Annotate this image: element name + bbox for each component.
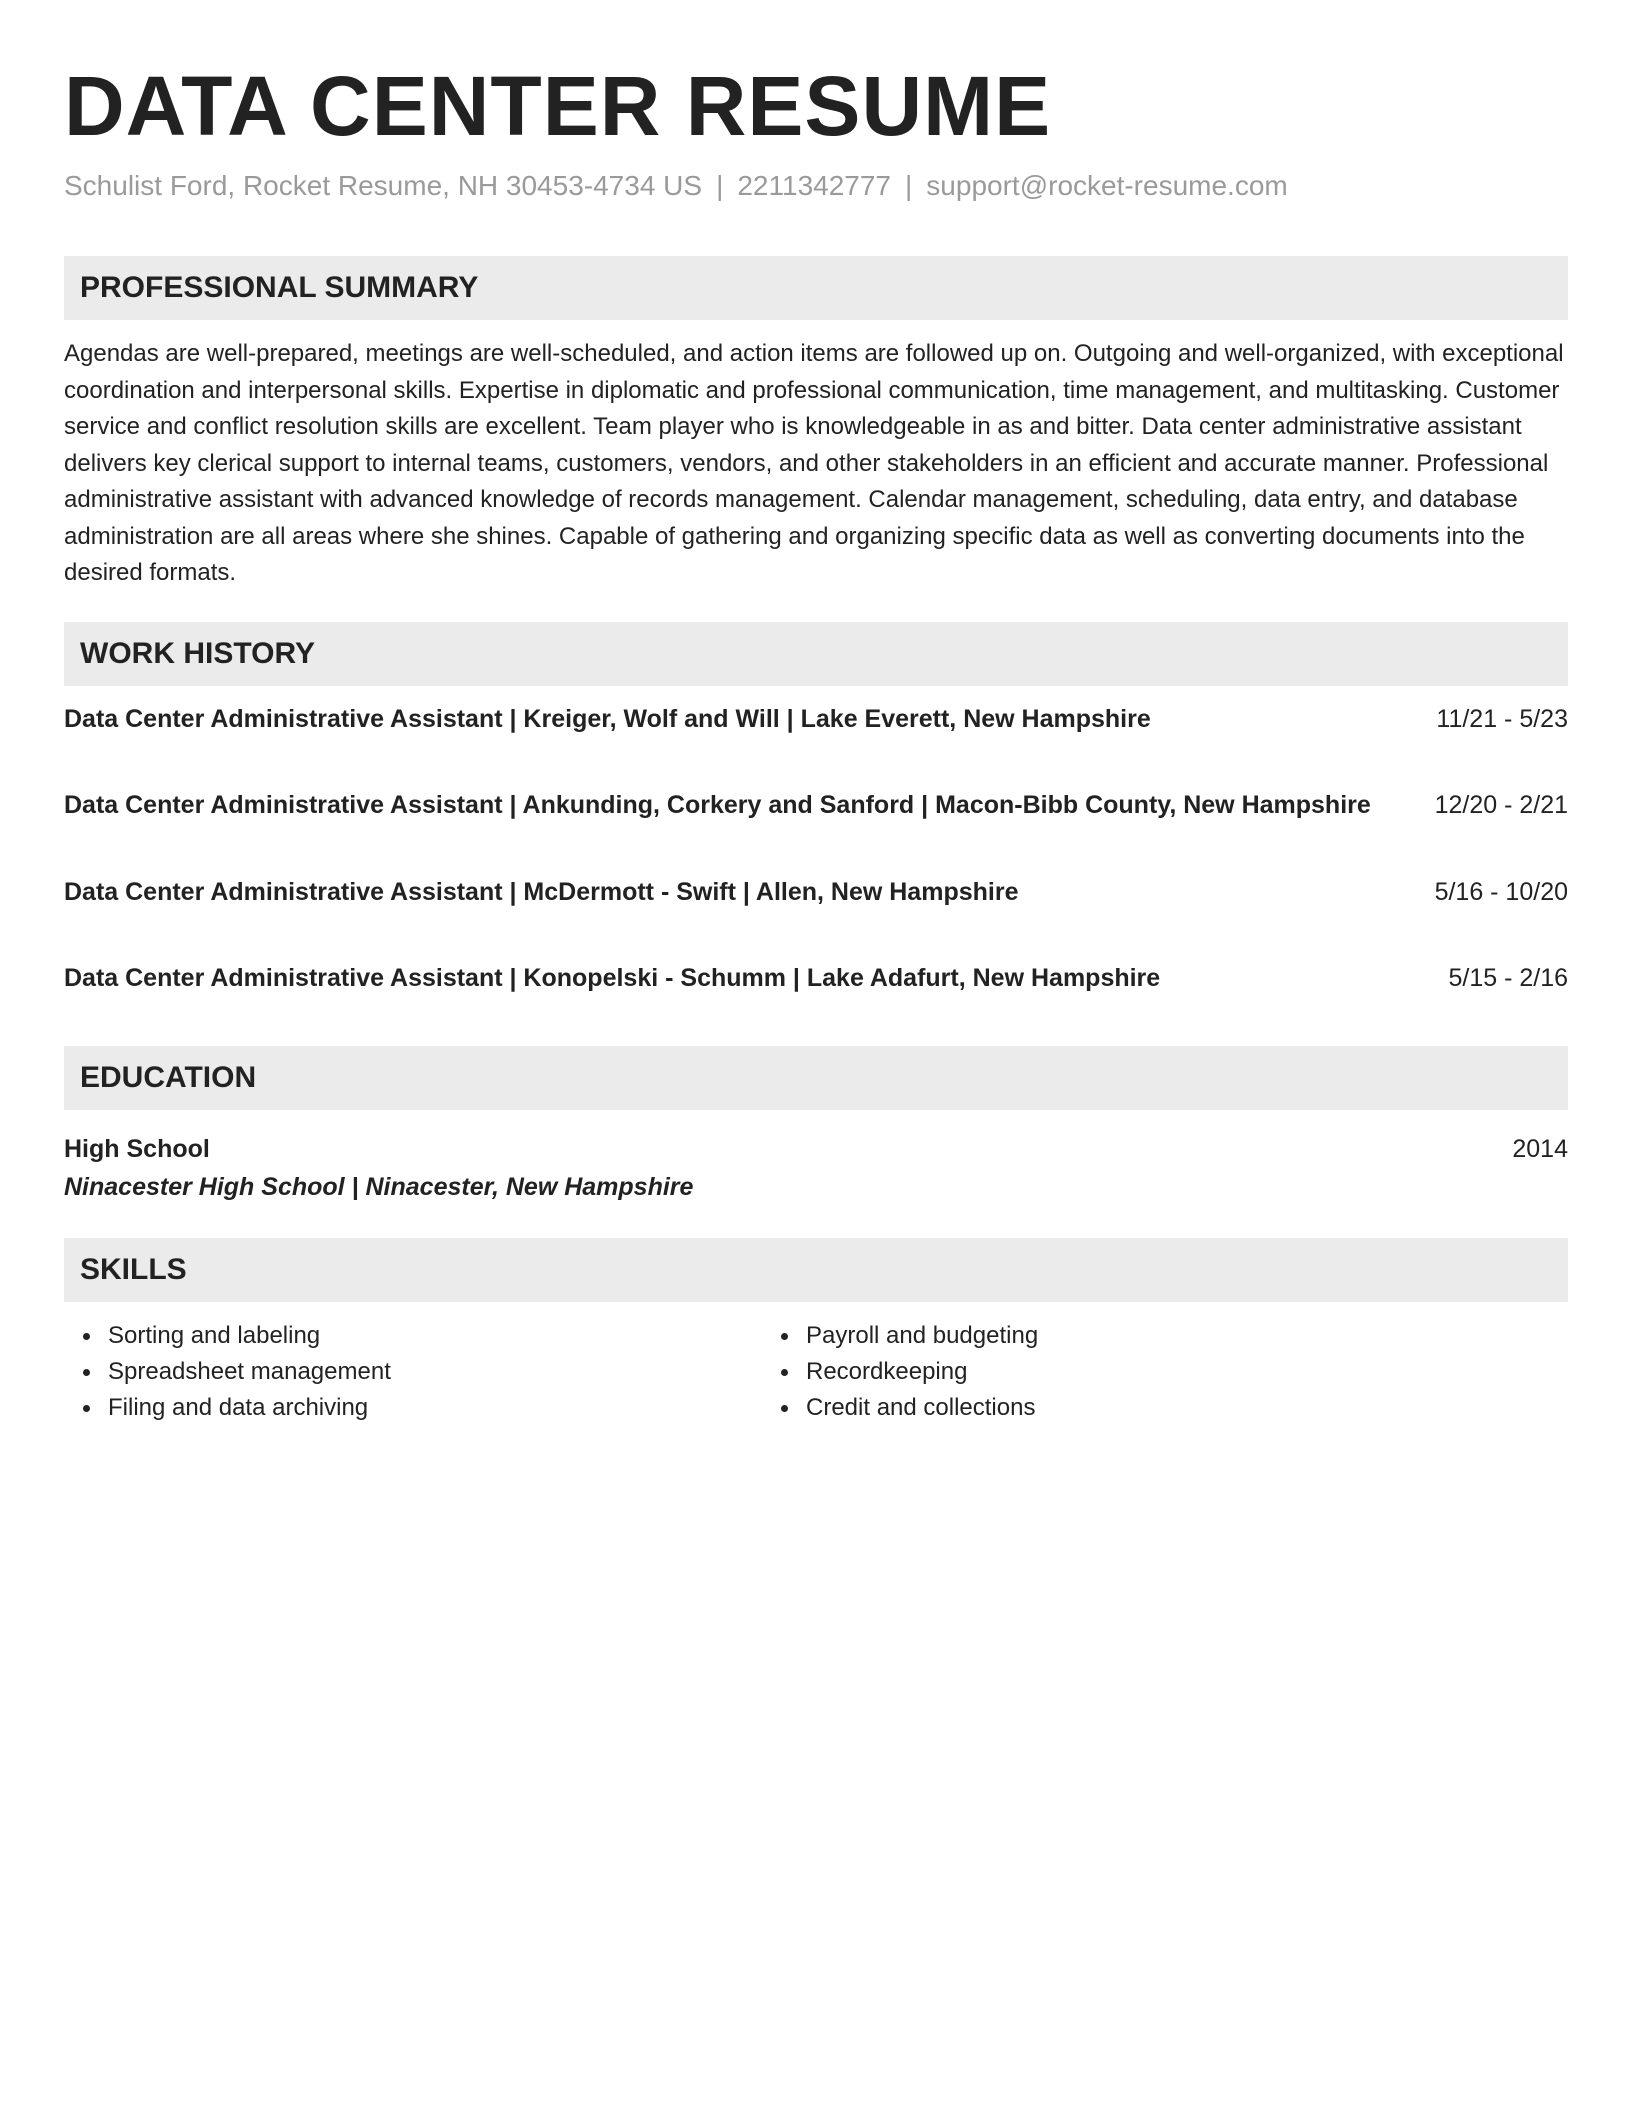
- education-year: 2014: [1512, 1134, 1568, 1163]
- job-title: Data Center Administrative Assistant | Ankunding, Corkery and Sanford | Macon-Bibb County, New Hampshire: [64, 791, 1371, 819]
- education-school: Ninacester High School | Ninacester, New Hampshire: [64, 1172, 694, 1201]
- contact-separator: |: [905, 170, 913, 201]
- contact-separator: |: [716, 170, 724, 201]
- job-title: Data Center Administrative Assistant | Konopelski - Schumm | Lake Adafurt, New Hampshire: [64, 964, 1161, 992]
- job-entry: [64, 963, 1568, 1050]
- contact-email: support@rocket-resume.com: [926, 170, 1288, 201]
- section-heading-education: EDUCATION: [64, 1046, 1568, 1110]
- skills-list-right: [762, 1318, 1460, 1426]
- job-title: Data Center Administrative Assistant | Kreiger, Wolf and Will | Lake Everett, New Hampshire: [64, 704, 1151, 733]
- section-heading-work-history: WORK HISTORY: [64, 622, 1568, 686]
- skill-item: Sorting and labeling: [108, 1318, 762, 1354]
- skill-item: Filing and data archiving: [108, 1390, 762, 1426]
- contact-address: Schulist Ford, Rocket Resume, NH 30453-4734 US: [64, 170, 703, 201]
- summary-text: Agendas are well-prepared, meetings are well-scheduled, and action items are followed up on. Outgoing and well-organized, with exceptional coordination and interpersonal skills. Expertise in diplomatic and professional communication, time management, and multitasking. Customer service and conflict resolution skills are excellent. Team player who is knowledgeable in as and bitter. Data center administrative assistant delivers key clerical support to internal teams, customers, vendors, and other stakeholders in an efficient and accurate manner. Professional administrative assistant with advanced knowledge of records management. Calendar management, scheduling, data entry, and database administration are all areas where she shines. Capable of gathering and organizing specific data as well as converting documents into the desired formats.: [64, 340, 1564, 586]
- skills-list-left: [64, 1318, 762, 1426]
- section-heading-skills: SKILLS: [64, 1238, 1568, 1302]
- skills-columns: [64, 1318, 1568, 1426]
- job-dates: 11/21 - 5/23: [1436, 704, 1568, 733]
- skill-item: Recordkeeping: [806, 1354, 1460, 1390]
- job-entry: [64, 704, 1568, 791]
- job-dates: 5/15 - 2/16: [1448, 964, 1568, 992]
- education-degree: High School: [64, 1134, 210, 1163]
- job-list: [64, 704, 1568, 1050]
- job-dates: 5/16 - 10/20: [1434, 877, 1568, 906]
- job-entry: [64, 790, 1568, 877]
- job-title: Data Center Administrative Assistant | McDermott - Swift | Allen, New Hampshire: [64, 877, 1019, 906]
- education-entry: [64, 1130, 1568, 1206]
- resume-title: DATA CENTER RESUME: [64, 59, 1052, 153]
- section-heading-summary: PROFESSIONAL SUMMARY: [64, 256, 1568, 320]
- job-dates: 12/20 - 2/21: [1434, 791, 1568, 819]
- job-entry: [64, 877, 1568, 964]
- skill-item: Payroll and budgeting: [806, 1318, 1460, 1354]
- contact-line: [64, 168, 1568, 204]
- skill-item: Credit and collections: [806, 1390, 1460, 1426]
- contact-phone: 2211342777: [737, 170, 892, 201]
- skill-item: Spreadsheet management: [108, 1354, 762, 1390]
